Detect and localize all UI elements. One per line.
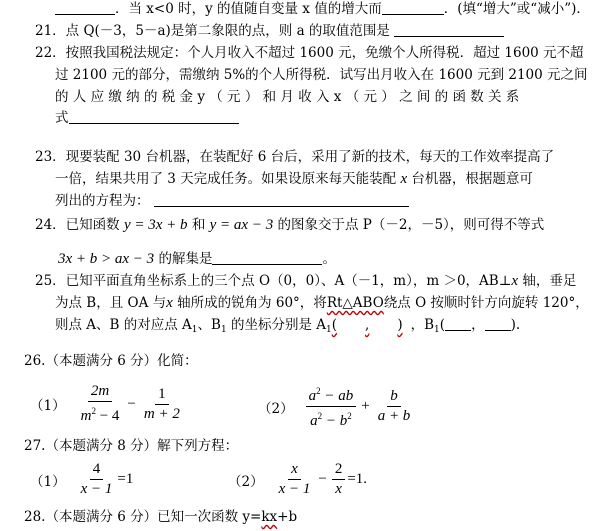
q26-p1-operator: − [127,395,136,412]
question-25-line-2 [55,294,589,312]
q20-text-1: ．当 x<0 时，y 的值随自变量 x 值的增大而 [115,1,382,17]
q20-blank-1 [55,0,115,15]
q25-line-3d: ，B [410,317,435,333]
q26-title-text: 26.（本题满分 6 分）化简： [24,353,198,369]
q26-p2-f1-denominator: $a^2 - b^2$ [310,411,352,429]
q24-end: 。 [322,251,336,267]
q26-p2-operator: + [361,398,370,414]
q25-b1-blank-x [445,316,471,331]
q22-blank [69,109,239,124]
q25-a1-answer: ( , ) [331,317,403,333]
q26-part-1-label: （1） [30,398,66,414]
q26-p1-fraction-1 [78,383,123,425]
q26-p1-f1-denominator: $m^2 - 4$ [80,406,120,424]
q24-rest: 的图象交于点 P（－2，－5），则可得不等式 [273,217,545,233]
q27-e2-rhs: =1. [347,471,368,487]
question-22-line-1 [35,44,584,62]
q25-line-3c: 的坐标分别是 A [226,317,327,333]
question-22-line-4 [55,109,239,127]
q24-blank [212,250,322,265]
q25-line-3e: . [515,317,521,333]
q28-title-text: 28.（本题满分 6 分）已知一次函数 y= [24,509,262,525]
q27-e2-f2-numerator: 2 [332,461,346,480]
q22-line-1-text: 22．按照我国税法规定：个人月收入不超过 1600 元，免缴个人所得税．超过 1600 元不超 [35,45,584,61]
q27-e1-rhs: =1 [117,471,134,487]
q26-p1-f2-denominator: m + 2 [143,405,180,422]
q22-line-2-text: 过 2100 元的部分，需缴纳 5%的个人所得税．试写出月收入在 1600 元到 2100 元之间 [55,67,588,83]
q25-a1-blank-y [369,317,397,331]
question-24-line-1 [35,216,544,234]
q22-line-4-text: 式 [55,110,69,126]
q26-p2-f1-numerator: $a^2$ − ab [306,383,357,407]
q25-line-1b: 轴，垂足 [518,273,577,289]
q25-line-2a: 为点 B，且 OA 与 [55,295,167,311]
q27-e2-f1-numerator: x [288,461,301,480]
q27-e2-fraction-1 [276,461,314,498]
question-27-title [24,437,238,455]
q27-equation-2 [228,461,367,498]
q24-inequality: 3x + b > ax − 3 [58,251,155,267]
q27-e1-label: （1） [30,473,66,490]
question-28-title [24,508,297,526]
question-25-line-1 [35,272,576,290]
q25-line-3b: 、B [197,317,221,333]
q26-p2-f2-numerator: b [387,388,401,407]
q24-solution-label: 的解集是 [154,251,213,267]
q25-line-3a: 则点 A、B 的对应点 A [55,317,192,333]
q24-prefix: 24．已知函数 [35,217,124,233]
q25-sub-a1-answer: 1 [326,325,332,335]
q25-b1-answer: ( ， ) [439,317,516,333]
q20-text-2: ．(填“增大”或“减小”)． [443,1,590,17]
q24-function-1: y = 3x + b [123,217,188,233]
question-23-line-1 [35,148,554,166]
q27-e2-fraction-2 [332,461,346,498]
q25-a1-blank-x [337,317,365,331]
q23-line-2a-text: 一倍，结果共用了 3 天完成任务。如果设原来每天能装配 [55,171,401,187]
q26-p2-fraction-1 [306,383,357,430]
question-26-title [24,352,198,370]
q27-e2-operator: − [318,471,327,487]
q25-line-2c: 绕点 O 按顺时针方向旋转 120°， [383,295,589,311]
q27-e2-f1-denominator: x − 1 [278,481,311,497]
q27-e2-label: （2） [228,473,264,490]
question-23-line-2 [55,170,533,188]
question-22-line-2 [55,66,588,84]
q25-sub-a1: 1 [191,325,198,335]
q23-line-2b-text: 台机器，根据题意可 [407,171,533,187]
q27-e1-fraction [78,461,116,498]
q22-line-3-text: 的 人 应 缴 纳 的 税 金 y （ 元 ） 和 月 收 入 x （ 元 ） 之 间 的 函 数 关 系 [55,89,520,105]
q26-p2-f2-denominator: a + b [377,408,411,424]
q25-sub-b1: 1 [220,325,227,335]
q27-e2-f2-denominator: x [335,481,342,497]
question-25-line-3 [55,316,520,339]
q25-b1-blank-y [485,316,511,331]
q23-variable-x: x [400,171,408,187]
q24-function-2: y = ax − 3 [209,217,274,233]
q23-line-1-text: 23．现要装配 30 台机器，在装配好 6 台后，采用了新的技术，每天的工作效率提高了 [35,149,555,165]
q26-p1-f2-numerator: 1 [155,386,169,405]
q26-part-1 [30,383,185,425]
q25-triangle-abo: Rt△ABO [326,295,384,311]
q26-p1-f1-numerator: 2m [88,383,112,402]
q26-p1-fraction-2 [141,386,183,423]
question-20-line [55,0,590,18]
q20-blank-2 [382,0,444,15]
q26-part-2-label: （2） [258,400,294,417]
q24-mid: 和 [187,217,210,233]
q27-equation-1 [30,461,133,498]
q25-line-1a: 25．已知平面直角坐标系上的三个点 O（0，0）、A（－1，m），m ＞0，AB⊥ [35,273,512,289]
q27-e1-numerator: 4 [90,461,104,480]
question-23-line-3 [55,192,409,210]
q21-text: 21．点 Q(－3，5－a)是第二象限的点，则 a 的取值范围是 [35,23,390,39]
question-22-line-3 [55,88,519,106]
q26-p2-fraction-2 [375,388,414,425]
q25-line-1-x: x [511,273,519,289]
q25-sub-b1-answer: 1 [434,325,440,335]
q27-e1-denominator: x − 1 [80,481,113,497]
q25-line-2b: 轴所成的锐角为 60°，将 [172,295,327,311]
q23-blank [154,192,409,207]
q23-line-3-text: 列出的方程为： [55,193,150,209]
q27-title-text: 27.（本题满分 8 分）解下列方程： [24,438,239,454]
q26-part-2 [258,383,415,430]
question-24-line-2 [58,250,336,268]
q25-line-2-x: x [166,295,173,311]
q21-blank [394,22,504,37]
q28-kx: kx [261,509,278,525]
question-21-line [35,22,504,40]
q28-tail: +b [277,509,298,525]
